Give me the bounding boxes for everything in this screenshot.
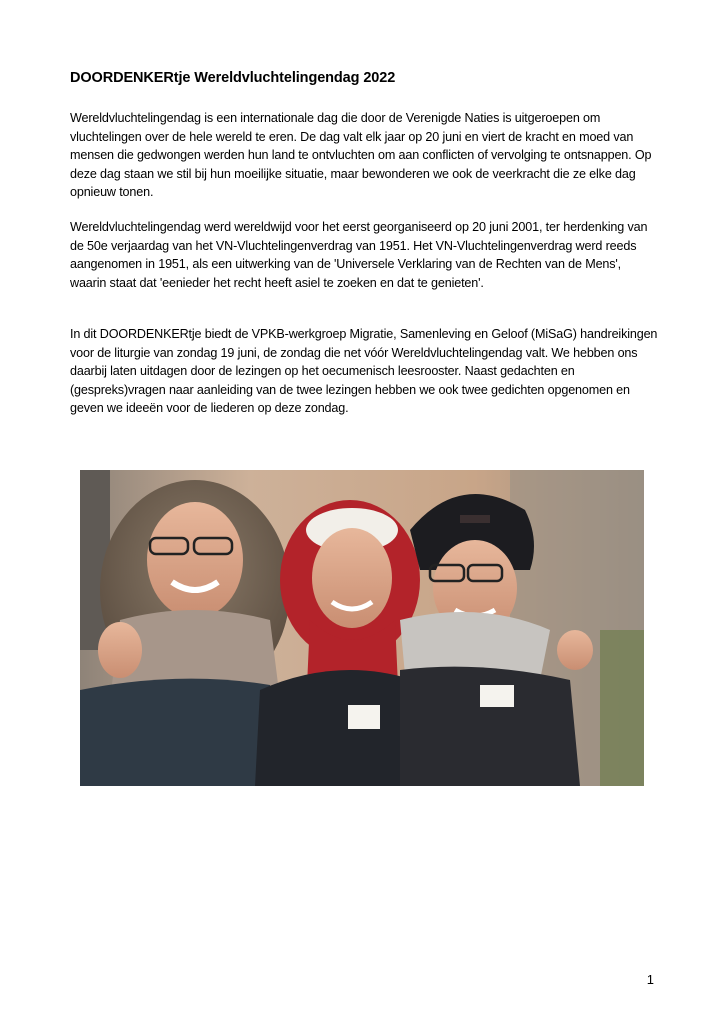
page-number: 1: [646, 972, 654, 987]
paragraph-purpose: In dit DOORDENKERtje biedt de VPKB-werkgroep Migratie, Samenleving en Geloof (MiSaG) handreikingen voor de liturgie van zondag 19 juni, de zondag die net vóór Wereldvluchtelingendag valt. We hebben ons daarbij laten uitdagen door de lezingen op het oecumenisch leesrooster. Naast gedachten en (gespreks)vragen naar aanleiding van de twee lezingen hebben we ook twee gedichten opgenomen en geven we ideeën voor de liederen op deze zondag.: [70, 327, 658, 416]
page-title: DOORDENKERtje Wereldvluchtelingendag 2022: [70, 70, 396, 86]
paragraph-history: Wereldvluchtelingendag werd wereldwijd voor het eerst georganiseerd op 20 juni 2001, ter herdenking van de 50e verjaardag van het VN-Vluchtelingenverdrag van 1951. Het VN-Vluchtelingenverdrag werd reeds aangenomen in 1951, als een uitwerking van de 'Universele Verklaring van de Rechten van de Mens', waarin staat dat 'eenieder het recht heeft asiel te zoeken en dat te genieten'.: [70, 220, 648, 290]
paragraph-intro: Wereldvluchtelingendag is een internationale dag die door de Verenigde Naties is uitgeroepen om vluchtelingen over de hele wereld te eren. De dag valt elk jaar op 20 juni en viert de kracht en moed van mensen die gedwongen werden hun land te ontvluchten om aan conflicten of vervolging te ontsnappen. Op deze dag staan we stil bij hun moeilijke situatie, maar bewonderen we ook de veerkracht die ze elke dag opnieuw tonen.: [70, 111, 652, 200]
photo-three-women: [80, 470, 644, 786]
